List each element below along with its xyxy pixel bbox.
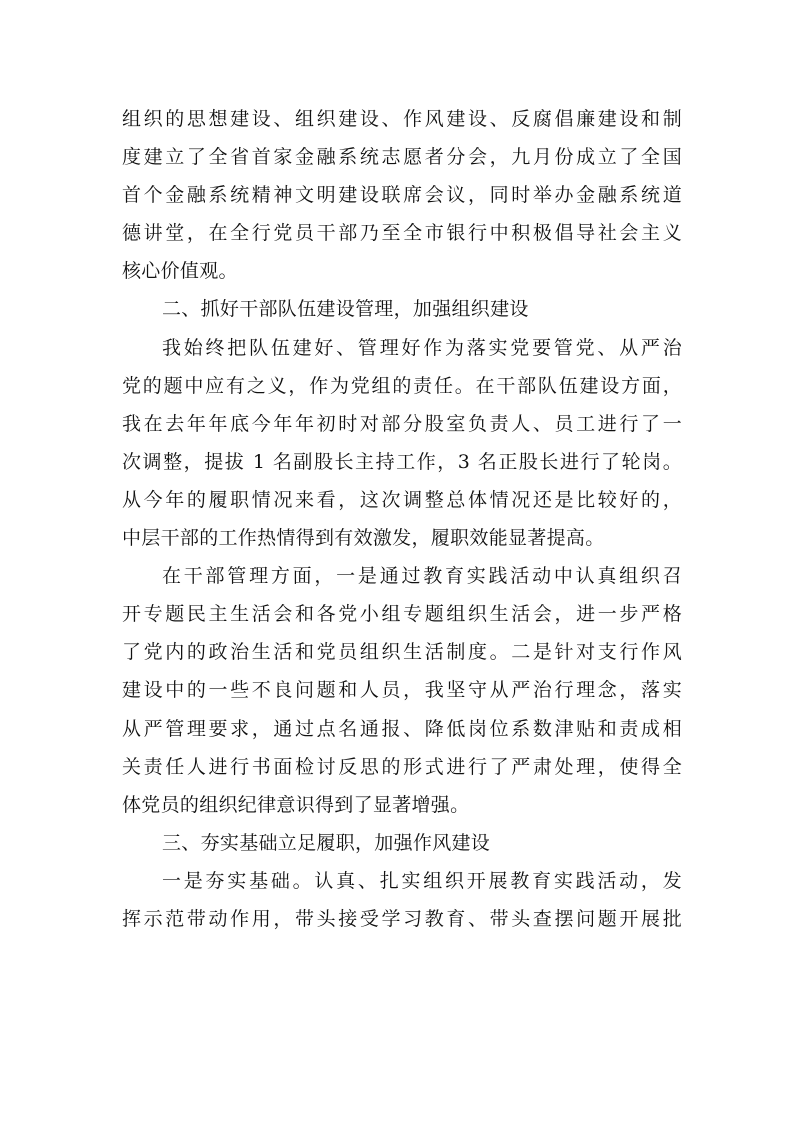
text-line: 挥示范带动作用，带头接受学习教育、带头查摆问题开展批 [122,907,682,930]
text-line: 首个金融系统精神文明建设联席会议，同时举办金融系统道 [122,184,682,207]
text-line: 建设中的一些不良问题和人员，我坚守从严治行理念，落实 [122,679,682,702]
text-line: 体党员的组织纪律意识得到了显著增强。 [122,793,470,816]
text-line: 开专题民主生活会和各党小组专题组织生活会，进一步严格 [122,603,682,626]
text-line: 次调整，提拔 1 名副股长主持工作，3 名正股长进行了轮岗。 [122,450,682,473]
text-line: 党的题中应有之义，作为党组的责任。在干部队伍建设方面， [122,374,682,397]
section-heading: 三、夯实基础立足履职，加强作风建设 [162,831,491,854]
section-heading: 二、抓好干部队伍建设管理，加强组织建设 [162,298,529,321]
text-line: 我始终把队伍建好、管理好作为落实党要管党、从严治 [162,336,682,359]
text-line: 在干部管理方面，一是通过教育实践活动中认真组织召 [162,565,682,588]
text-line: 中层干部的工作热情得到有效激发，履职效能显著提高。 [122,527,605,550]
text-line: 从今年的履职情况来看，这次调整总体情况还是比较好的， [122,488,682,511]
text-line: 组织的思想建设、组织建设、作风建设、反腐倡廉建设和制 [122,108,682,130]
text-line: 我在去年年底今年年初时对部分股室负责人、员工进行了一 [122,412,682,435]
text-line: 一是夯实基础。认真、扎实组织开展教育实践活动，发 [162,869,682,892]
text-line: 从严管理要求，通过点名通报、降低岗位系数津贴和责成相 [122,717,682,740]
document-body [122,100,682,938]
text-line: 关责任人进行书面检讨反思的形式进行了严肃处理，使得全 [122,755,682,778]
text-line: 核心价值观。 [122,260,238,283]
text-line: 了党内的政治生活和党员组织生活制度。二是针对支行作风 [122,641,682,664]
text-line: 度建立了全省首家金融系统志愿者分会，九月份成立了全国 [122,146,682,169]
text-line: 德讲堂，在全行党员干部乃至全市银行中积极倡导社会主义 [122,222,682,245]
